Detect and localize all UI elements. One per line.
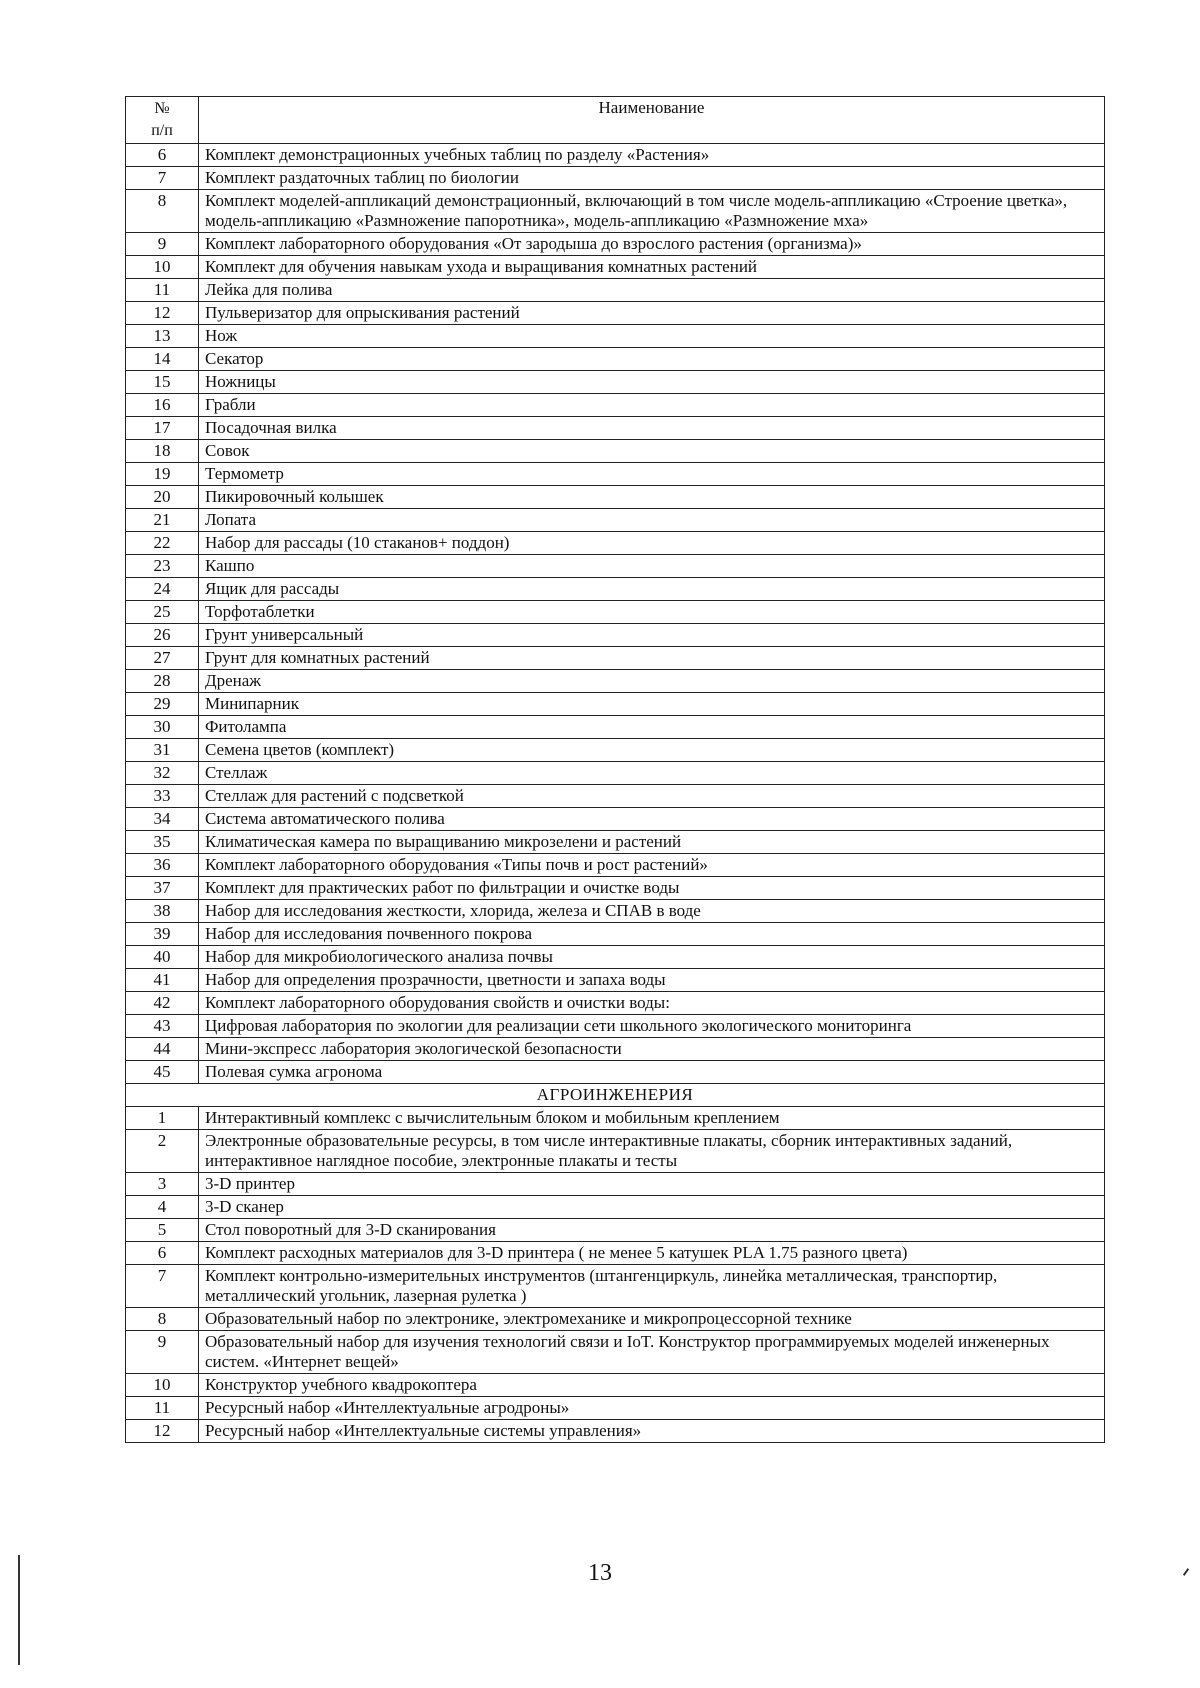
row-number: 45: [126, 1061, 199, 1084]
header-num-symbol: №: [154, 100, 170, 117]
row-item-name: Ящик для рассады: [199, 578, 1105, 601]
row-number: 42: [126, 992, 199, 1015]
row-number: 13: [126, 325, 199, 348]
table-row: [126, 325, 1105, 348]
table-row: [126, 486, 1105, 509]
row-item-name: Нож: [199, 325, 1105, 348]
table-body-main: [126, 144, 1105, 1084]
table-row: [126, 1173, 1105, 1196]
row-number: 34: [126, 808, 199, 831]
row-number: 32: [126, 762, 199, 785]
row-item-name: 3-D сканер: [199, 1196, 1105, 1219]
table-row: [126, 440, 1105, 463]
table-row: [126, 1130, 1105, 1173]
table-row: [126, 716, 1105, 739]
table-row: [126, 371, 1105, 394]
table-row: [126, 167, 1105, 190]
row-item-name: Комплект лабораторного оборудования свойств и очистки воды:: [199, 992, 1105, 1015]
row-item-name: Совок: [199, 440, 1105, 463]
row-item-name: Семена цветов (комплект): [199, 739, 1105, 762]
row-item-name: Комплект лабораторного оборудования «От зародыша до взрослого растения (организма)»: [199, 233, 1105, 256]
table-row: [126, 946, 1105, 969]
row-item-name: Набор для определения прозрачности, цветности и запаха воды: [199, 969, 1105, 992]
row-item-name: Комплект моделей-аппликаций демонстрационный, включающий в том числе модель-аппликацию «Строение цветка», модель-аппликацию «Размножение папоротника», модель-аппликацию «Размножение мха»: [199, 190, 1105, 233]
table-row: [126, 348, 1105, 371]
row-item-name: Комплект расходных материалов для 3-D принтера ( не менее 5 катушек PLA 1.75 разного цвета): [199, 1242, 1105, 1265]
row-item-name: Пикировочный колышек: [199, 486, 1105, 509]
row-number: 12: [126, 302, 199, 325]
row-item-name: Фитолампа: [199, 716, 1105, 739]
table-row: [126, 762, 1105, 785]
row-item-name: Грунт для комнатных растений: [199, 647, 1105, 670]
table-row: [126, 1107, 1105, 1130]
row-item-name: Лейка для полива: [199, 279, 1105, 302]
row-number: 39: [126, 923, 199, 946]
row-number: 8: [126, 190, 199, 233]
scan-margin-line: [18, 1555, 20, 1665]
row-number: 16: [126, 394, 199, 417]
table-row: [126, 900, 1105, 923]
row-number: 2: [126, 1130, 199, 1173]
row-item-name: Посадочная вилка: [199, 417, 1105, 440]
row-number: 40: [126, 946, 199, 969]
row-number: 37: [126, 877, 199, 900]
row-item-name: Система автоматического полива: [199, 808, 1105, 831]
row-number: 21: [126, 509, 199, 532]
row-number: 3: [126, 1173, 199, 1196]
table-row: [126, 578, 1105, 601]
table-row: [126, 854, 1105, 877]
table-row: [126, 555, 1105, 578]
table-row: [126, 877, 1105, 900]
row-number: 33: [126, 785, 199, 808]
section-row: [126, 1084, 1105, 1107]
row-item-name: Ресурсный набор «Интеллектуальные агродроны»: [199, 1397, 1105, 1420]
row-number: 23: [126, 555, 199, 578]
table-row: [126, 509, 1105, 532]
row-number: 1: [126, 1107, 199, 1130]
row-item-name: Минипарник: [199, 693, 1105, 716]
row-item-name: Комплект демонстрационных учебных таблиц по разделу «Растения»: [199, 144, 1105, 167]
table-row: [126, 923, 1105, 946]
row-item-name: Комплект раздаточных таблиц по биологии: [199, 167, 1105, 190]
row-number: 38: [126, 900, 199, 923]
row-item-name: Комплект контрольно-измерительных инструментов (штангенциркуль, линейка металлическая, транспортир, металлический угольник, лазерная рулетка ): [199, 1265, 1105, 1308]
row-number: 5: [126, 1219, 199, 1242]
row-number: 20: [126, 486, 199, 509]
table-row: [126, 739, 1105, 762]
equipment-table: [125, 96, 1105, 1443]
row-number: 11: [126, 1397, 199, 1420]
table-row: [126, 1061, 1105, 1084]
row-item-name: Кашпо: [199, 555, 1105, 578]
table-row: [126, 1374, 1105, 1397]
row-item-name: Комплект лабораторного оборудования «Типы почв и рост растений»: [199, 854, 1105, 877]
row-item-name: Грунт универсальный: [199, 624, 1105, 647]
row-item-name: Пульверизатор для опрыскивания растений: [199, 302, 1105, 325]
row-item-name: Образовательный набор по электронике, электромеханике и микропроцессорной технике: [199, 1308, 1105, 1331]
table-row: [126, 831, 1105, 854]
row-item-name: Торфотаблетки: [199, 601, 1105, 624]
table-row: [126, 624, 1105, 647]
table-row: [126, 1265, 1105, 1308]
row-number: 18: [126, 440, 199, 463]
row-number: 22: [126, 532, 199, 555]
table-row: [126, 808, 1105, 831]
table-row: [126, 969, 1105, 992]
table-row: [126, 279, 1105, 302]
row-item-name: Грабли: [199, 394, 1105, 417]
row-number: 8: [126, 1308, 199, 1331]
column-header-number: [126, 97, 199, 144]
row-item-name: Набор для микробиологического анализа почвы: [199, 946, 1105, 969]
row-number: 28: [126, 670, 199, 693]
row-item-name: Набор для исследования жесткости, хлорида, железа и СПАВ в воде: [199, 900, 1105, 923]
row-number: 26: [126, 624, 199, 647]
row-number: 9: [126, 1331, 199, 1374]
row-number: 4: [126, 1196, 199, 1219]
table-row: [126, 1196, 1105, 1219]
table-row: [126, 417, 1105, 440]
row-item-name: Цифровая лаборатория по экологии для реализации сети школьного экологического мониторинга: [199, 1015, 1105, 1038]
row-item-name: Стеллаж: [199, 762, 1105, 785]
row-number: 30: [126, 716, 199, 739]
row-number: 43: [126, 1015, 199, 1038]
table-row: [126, 144, 1105, 167]
row-item-name: Климатическая камера по выращиванию микрозелени и растений: [199, 831, 1105, 854]
row-item-name: Комплект для практических работ по фильтрации и очистке воды: [199, 877, 1105, 900]
table-row: [126, 670, 1105, 693]
row-number: 6: [126, 1242, 199, 1265]
table-row: [126, 693, 1105, 716]
row-item-name: Лопата: [199, 509, 1105, 532]
table-header-row: [126, 97, 1105, 144]
table-row: [126, 256, 1105, 279]
row-number: 35: [126, 831, 199, 854]
row-item-name: Секатор: [199, 348, 1105, 371]
row-number: 15: [126, 371, 199, 394]
table-row: [126, 1242, 1105, 1265]
section-title: АГРОИНЖЕНЕРИЯ: [126, 1084, 1105, 1107]
row-number: 44: [126, 1038, 199, 1061]
row-item-name: Электронные образовательные ресурсы, в том числе интерактивные плакаты, сборник интерактивных заданий, интерактивное наглядное пособие, электронные плакаты и тесты: [199, 1130, 1105, 1173]
row-number: 29: [126, 693, 199, 716]
table-body-section: [126, 1107, 1105, 1443]
row-number: 25: [126, 601, 199, 624]
table-row: [126, 992, 1105, 1015]
column-header-name: Наименование: [199, 97, 1105, 144]
row-item-name: Набор для исследования почвенного покрова: [199, 923, 1105, 946]
row-item-name: Дренаж: [199, 670, 1105, 693]
table-row: [126, 302, 1105, 325]
table-row: [126, 1308, 1105, 1331]
row-number: 12: [126, 1420, 199, 1443]
row-number: 7: [126, 1265, 199, 1308]
row-item-name: Мини-экспресс лаборатория экологической безопасности: [199, 1038, 1105, 1061]
table-row: [126, 1038, 1105, 1061]
table-row: [126, 647, 1105, 670]
row-number: 6: [126, 144, 199, 167]
row-number: 10: [126, 256, 199, 279]
row-number: 14: [126, 348, 199, 371]
table-row: [126, 532, 1105, 555]
header-num-abbrev: п/п: [151, 122, 173, 139]
row-number: 31: [126, 739, 199, 762]
row-item-name: Термометр: [199, 463, 1105, 486]
row-number: 36: [126, 854, 199, 877]
table-row: [126, 1397, 1105, 1420]
row-item-name: Набор для рассады (10 стаканов+ поддон): [199, 532, 1105, 555]
table-row: [126, 1420, 1105, 1443]
table-row: [126, 233, 1105, 256]
table-row: [126, 785, 1105, 808]
row-item-name: Интерактивный комплекс с вычислительным блоком и мобильным креплением: [199, 1107, 1105, 1130]
row-number: 7: [126, 167, 199, 190]
row-item-name: Конструктор учебного квадрокоптера: [199, 1374, 1105, 1397]
row-item-name: Комплект для обучения навыкам ухода и выращивания комнатных растений: [199, 256, 1105, 279]
row-number: 17: [126, 417, 199, 440]
row-item-name: Полевая сумка агронома: [199, 1061, 1105, 1084]
row-item-name: Стеллаж для растений с подсветкой: [199, 785, 1105, 808]
table-row: [126, 190, 1105, 233]
table-row: [126, 394, 1105, 417]
table-row: [126, 1219, 1105, 1242]
table-row: [126, 1015, 1105, 1038]
row-number: 41: [126, 969, 199, 992]
table-row: [126, 1331, 1105, 1374]
row-item-name: Стол поворотный для 3-D сканирования: [199, 1219, 1105, 1242]
table-row: [126, 463, 1105, 486]
table-row: [126, 601, 1105, 624]
row-number: 24: [126, 578, 199, 601]
row-item-name: 3-D принтер: [199, 1173, 1105, 1196]
row-number: 27: [126, 647, 199, 670]
page-number: 13: [588, 1560, 612, 1586]
row-item-name: Ножницы: [199, 371, 1105, 394]
row-item-name: Ресурсный набор «Интеллектуальные системы управления»: [199, 1420, 1105, 1443]
row-number: 19: [126, 463, 199, 486]
row-number: 9: [126, 233, 199, 256]
table-section-header: [126, 1084, 1105, 1107]
row-number: 10: [126, 1374, 199, 1397]
row-number: 11: [126, 279, 199, 302]
row-item-name: Образовательный набор для изучения технологий связи и IoT. Конструктор программируемых моделей инженерных систем. «Интернет вещей»: [199, 1331, 1105, 1374]
